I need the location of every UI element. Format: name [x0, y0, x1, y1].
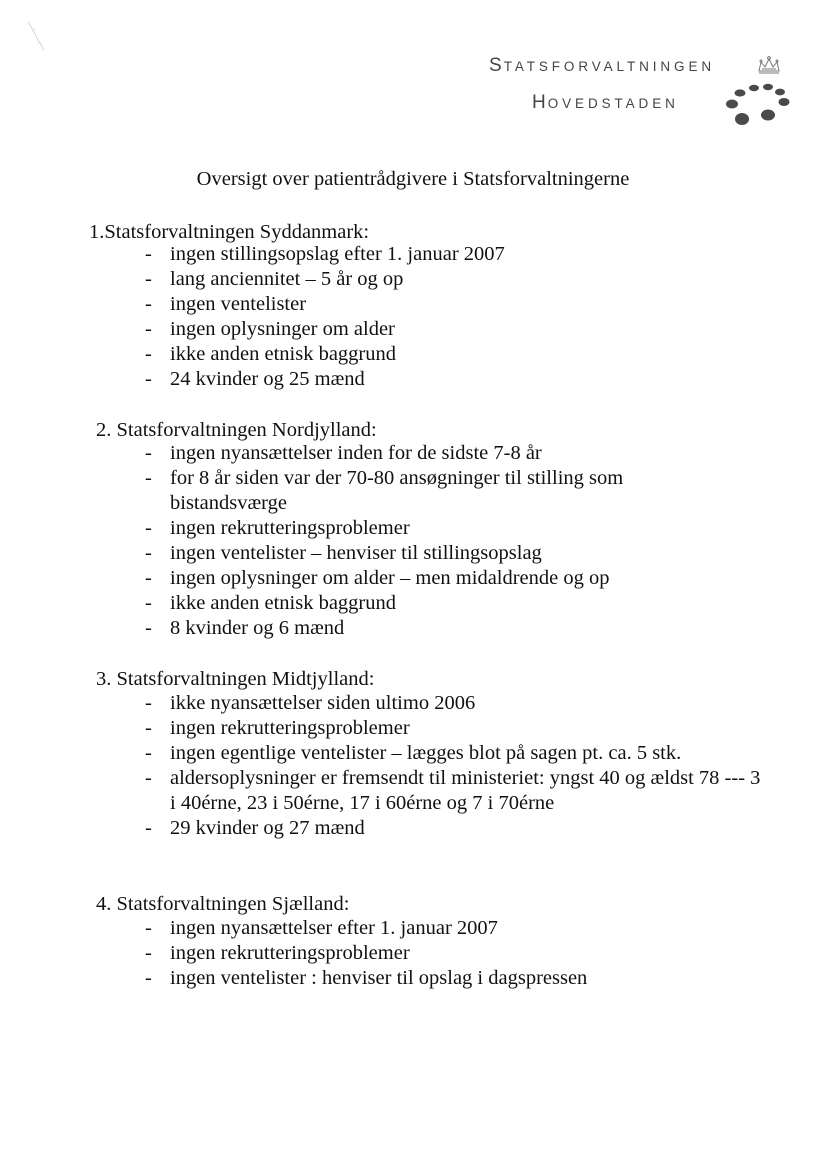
list-item-text: ingen ventelister	[170, 293, 307, 315]
bullet-marker: -	[145, 368, 152, 390]
list-item	[145, 541, 785, 566]
list-item	[145, 516, 785, 541]
bullet-marker: -	[145, 243, 152, 265]
list-item	[145, 267, 785, 292]
org-name-line2-rest: OVEDSTADEN	[547, 96, 679, 111]
list-item	[145, 292, 785, 317]
list-item-text: ingen ventelister : henviser til opslag i dagspressen	[170, 967, 588, 989]
list-item	[145, 242, 785, 267]
bullet-marker: -	[145, 517, 152, 539]
list-item-text: ingen ventelister – henviser til stillingsopslag	[170, 542, 542, 564]
list-item-text: 8 kvinder og 6 mænd	[170, 617, 345, 639]
list-item-text: ingen rekrutteringsproblemer	[170, 517, 410, 539]
bullet-list	[145, 916, 785, 991]
list-item	[145, 342, 785, 367]
bullet-marker: -	[145, 692, 152, 714]
bullet-marker: -	[145, 567, 152, 589]
bullet-marker: -	[145, 268, 152, 290]
org-name-line2-initial: H	[532, 92, 548, 113]
list-item-text: 29 kvinder og 27 mænd	[170, 817, 365, 839]
bullet-marker: -	[145, 542, 152, 564]
list-item-text: ingen nyansættelser inden for de sidste 7-8 år	[170, 442, 542, 464]
bullet-list	[145, 242, 785, 392]
org-name-line2	[532, 92, 679, 114]
list-item-text: ingen nyansættelser efter 1. januar 2007	[170, 917, 498, 939]
list-item	[145, 941, 785, 966]
list-item-text: lang anciennitet – 5 år og op	[170, 268, 404, 290]
bullet-marker: -	[145, 817, 152, 839]
section-heading: 3. Statsforvaltningen Midtjylland:	[96, 668, 375, 690]
list-item-text: aldersoplysninger er fremsendt til ministeriet: yngst 40 og ældst 78 --- 3 i 40érne, 23 i 50érne, 17 i 60érne og 7 i 70érne	[170, 767, 761, 814]
list-item-text: ingen stillingsopslag efter 1. januar 2007	[170, 243, 505, 265]
org-name-line1-rest: TATSFORVALTNINGEN	[503, 59, 716, 74]
list-item	[145, 591, 785, 616]
bullet-marker: -	[145, 942, 152, 964]
section-heading: 2. Statsforvaltningen Nordjylland:	[96, 419, 377, 441]
list-item	[145, 916, 785, 941]
list-item	[145, 966, 785, 991]
list-item-text: ikke anden etnisk baggrund	[170, 343, 397, 365]
bullet-marker: -	[145, 917, 152, 939]
list-item	[145, 741, 785, 766]
list-item	[145, 466, 650, 516]
bullet-marker: -	[145, 442, 152, 464]
org-name-line1-initial: S	[489, 55, 504, 76]
list-item	[145, 766, 770, 816]
bullet-list	[145, 691, 785, 841]
crown-icon	[756, 55, 782, 77]
list-item-text: ingen oplysninger om alder – men midaldrende og op	[170, 567, 610, 589]
section-heading: 1.Statsforvaltningen Syddanmark:	[89, 221, 370, 243]
list-item	[145, 317, 785, 342]
list-item	[145, 691, 785, 716]
list-item	[145, 367, 785, 392]
list-item	[145, 566, 785, 591]
list-item-text: ingen egentlige ventelister – lægges blot på sagen pt. ca. 5 stk.	[170, 742, 682, 764]
list-item	[145, 816, 785, 841]
list-item-text: ikke nyansættelser siden ultimo 2006	[170, 692, 476, 714]
bullet-marker: -	[145, 343, 152, 365]
list-item-text: for 8 år siden var der 70-80 ansøgninger til stilling som bistandsværge	[170, 467, 624, 514]
list-item	[145, 716, 785, 741]
bullet-list	[145, 441, 785, 641]
list-item-text: ingen oplysninger om alder	[170, 318, 395, 340]
list-item	[145, 441, 785, 466]
list-item-text: ingen rekrutteringsproblemer	[170, 717, 410, 739]
list-item-text: ingen rekrutteringsproblemer	[170, 942, 410, 964]
document-title: Oversigt over patientrådgivere i Statsforvaltningerne	[196, 168, 630, 190]
logo-dots-icon	[722, 82, 792, 128]
bullet-marker: -	[145, 617, 152, 639]
bullet-marker: -	[145, 293, 152, 315]
list-item-text: 24 kvinder og 25 mænd	[170, 368, 365, 390]
bullet-marker: -	[145, 742, 152, 764]
bullet-marker: -	[145, 717, 152, 739]
bullet-marker: -	[145, 592, 152, 614]
list-item-text: ikke anden etnisk baggrund	[170, 592, 397, 614]
bullet-marker: -	[145, 767, 152, 789]
bullet-marker: -	[145, 318, 152, 340]
bullet-marker: -	[145, 967, 152, 989]
org-name-line1	[489, 55, 715, 77]
scan-artifact	[24, 18, 50, 58]
bullet-marker: -	[145, 467, 152, 489]
section-heading: 4. Statsforvaltningen Sjælland:	[96, 893, 350, 915]
list-item	[145, 616, 785, 641]
